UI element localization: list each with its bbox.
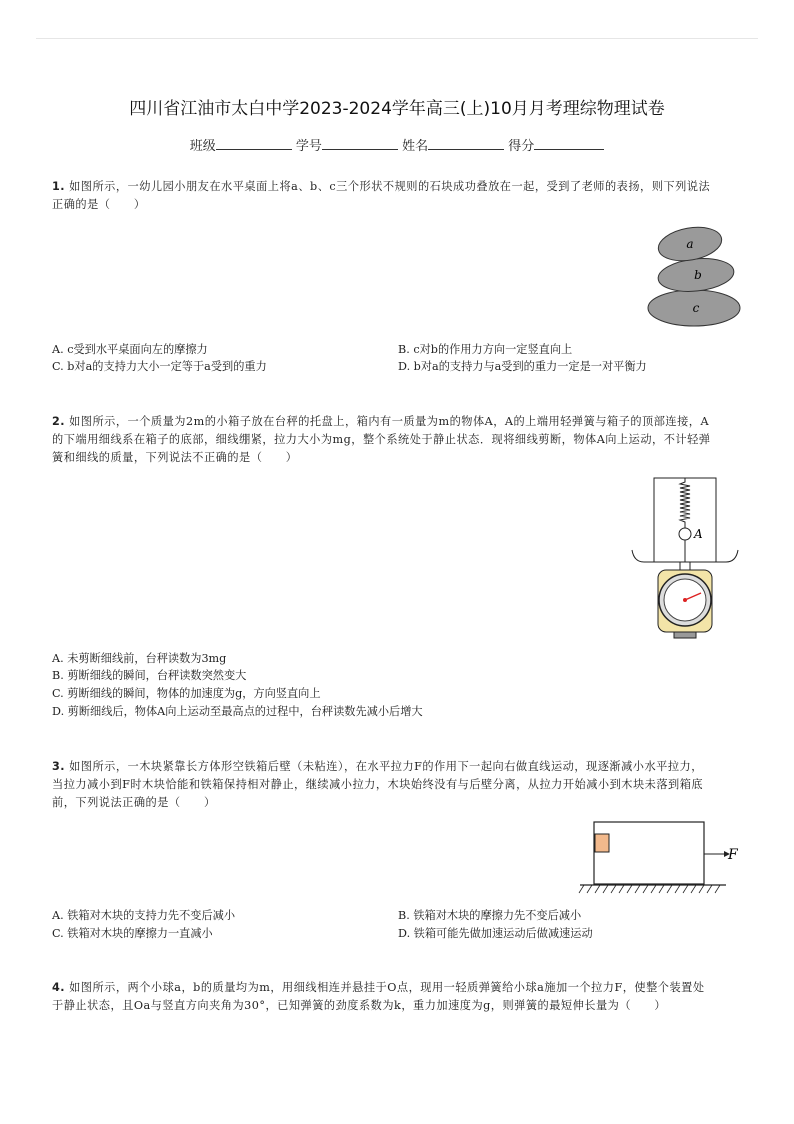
option-b[interactable]: B. 剪断细线的瞬间，台秤读数突然变大 — [52, 669, 247, 682]
stone-label-b: b — [694, 268, 702, 282]
question-text-line: 当拉力减小到F时木块恰能和铁箱保持相对静止，继续减小拉力，木块始终没有与后壁分离，从拉力开始减小到木块未落到箱底 — [52, 778, 704, 791]
question-text-line: 前，下列说法正确的是（ ） — [52, 796, 216, 809]
question-number: 2. — [52, 415, 66, 428]
question-text-line: 于静止状态，且Oa与竖直方向夹角为30°，已知弹簧的劲度系数为k，重力加速度为g，则弹簧的最短伸长量为（ ） — [52, 999, 667, 1012]
object-label-a: A — [694, 527, 703, 541]
option-d[interactable]: D. 剪断细线后，物体A向上运动至最高点的过程中，台秤读数先减小后增大 — [52, 705, 423, 718]
scale-stem — [680, 562, 690, 570]
question-text-line: 的下端用细线系在箱子的底部，细线绷紧，拉力大小为mg，整个系统处于静止状态．现将细线剪断，物体A向上运动，不计轻弹 — [52, 433, 711, 446]
object-a — [679, 528, 691, 540]
option-d[interactable]: D. b对a的支持力与a受到的重力一定是一对平衡力 — [398, 360, 647, 373]
stone-label-c: c — [692, 301, 700, 315]
ground-hatching — [579, 885, 720, 893]
question-3 — [52, 758, 742, 812]
iron-box — [594, 822, 704, 884]
wood-block — [595, 834, 609, 852]
question-2 — [52, 413, 742, 467]
option-b[interactable]: B. 铁箱对木块的摩擦力先不变后减小 — [398, 909, 582, 922]
question-text-line: 如图所示，一个质量为2m的小箱子放在台秤的托盘上，箱内有一质量为m的物体A，A的上端用轻弹簧与箱子的顶部连接，A — [69, 415, 710, 428]
score-blank[interactable] — [534, 136, 604, 150]
box-on-scale-figure — [630, 476, 742, 642]
stacked-stones-figure — [640, 222, 750, 332]
page-title: 四川省江油市太白中学2023-2024学年高三(上)10月月考理综物理试卷 — [129, 99, 665, 119]
question-text-line: 如图所示，一幼儿园小朋友在水平桌面上将a、b、c三个形状不规则的石块成功叠放在一起，受到了老师的表扬，则下列说法 — [69, 180, 711, 193]
stone-label-a: a — [686, 237, 694, 251]
iron-box-figure — [576, 818, 744, 896]
option-d[interactable]: D. 铁箱可能先做加速运动后做减速运动 — [398, 927, 593, 940]
question-number: 4. — [52, 981, 66, 994]
question-number: 3. — [52, 760, 66, 773]
question-text-line: 正确的是（ ） — [52, 198, 146, 211]
option-c[interactable]: C. b对a的支持力大小一定等于a受到的重力 — [52, 360, 267, 373]
option-c[interactable]: C. 铁箱对木块的摩擦力一直减小 — [52, 927, 213, 940]
id-label: 学号 — [295, 139, 322, 154]
question-number: 1. — [52, 180, 66, 193]
question-text-line: 簧和细线的质量，下列说法不正确的是（ ） — [52, 451, 298, 464]
option-b[interactable]: B. c对b的作用力方向一定竖直向上 — [398, 343, 573, 356]
question-text-line: 如图所示，一木块紧靠长方体形空铁箱后壁（未粘连），在水平拉力F的作用下一起向右做直线运动，现逐渐减小水平拉力， — [69, 760, 703, 773]
force-label-f: F — [728, 847, 738, 863]
name-label: 姓名 — [402, 139, 429, 154]
class-blank[interactable] — [216, 136, 292, 150]
name-blank[interactable] — [428, 136, 504, 150]
question-4 — [52, 979, 742, 1015]
id-blank[interactable] — [322, 136, 398, 150]
student-info-line — [0, 135, 794, 154]
option-a[interactable]: A. 未剪断细线前，台秤读数为3mg — [52, 652, 227, 665]
scale-base — [674, 632, 696, 638]
header-divider — [36, 38, 758, 39]
question-text-line: 如图所示，两个小球a，b的质量均为m，用细线相连并悬挂于O点，现用一轻质弹簧给小球a施加一个拉力F，使整个装置处 — [69, 981, 705, 994]
question-1 — [52, 178, 742, 214]
class-label: 班级 — [189, 139, 216, 154]
option-a[interactable]: A. 铁箱对木块的支持力先不变后减小 — [52, 909, 236, 922]
option-c[interactable]: C. 剪断细线的瞬间，物体的加速度为g，方向竖直向上 — [52, 687, 321, 700]
option-a[interactable]: A. c受到水平桌面向左的摩擦力 — [52, 343, 208, 356]
score-label: 得分 — [508, 139, 535, 154]
